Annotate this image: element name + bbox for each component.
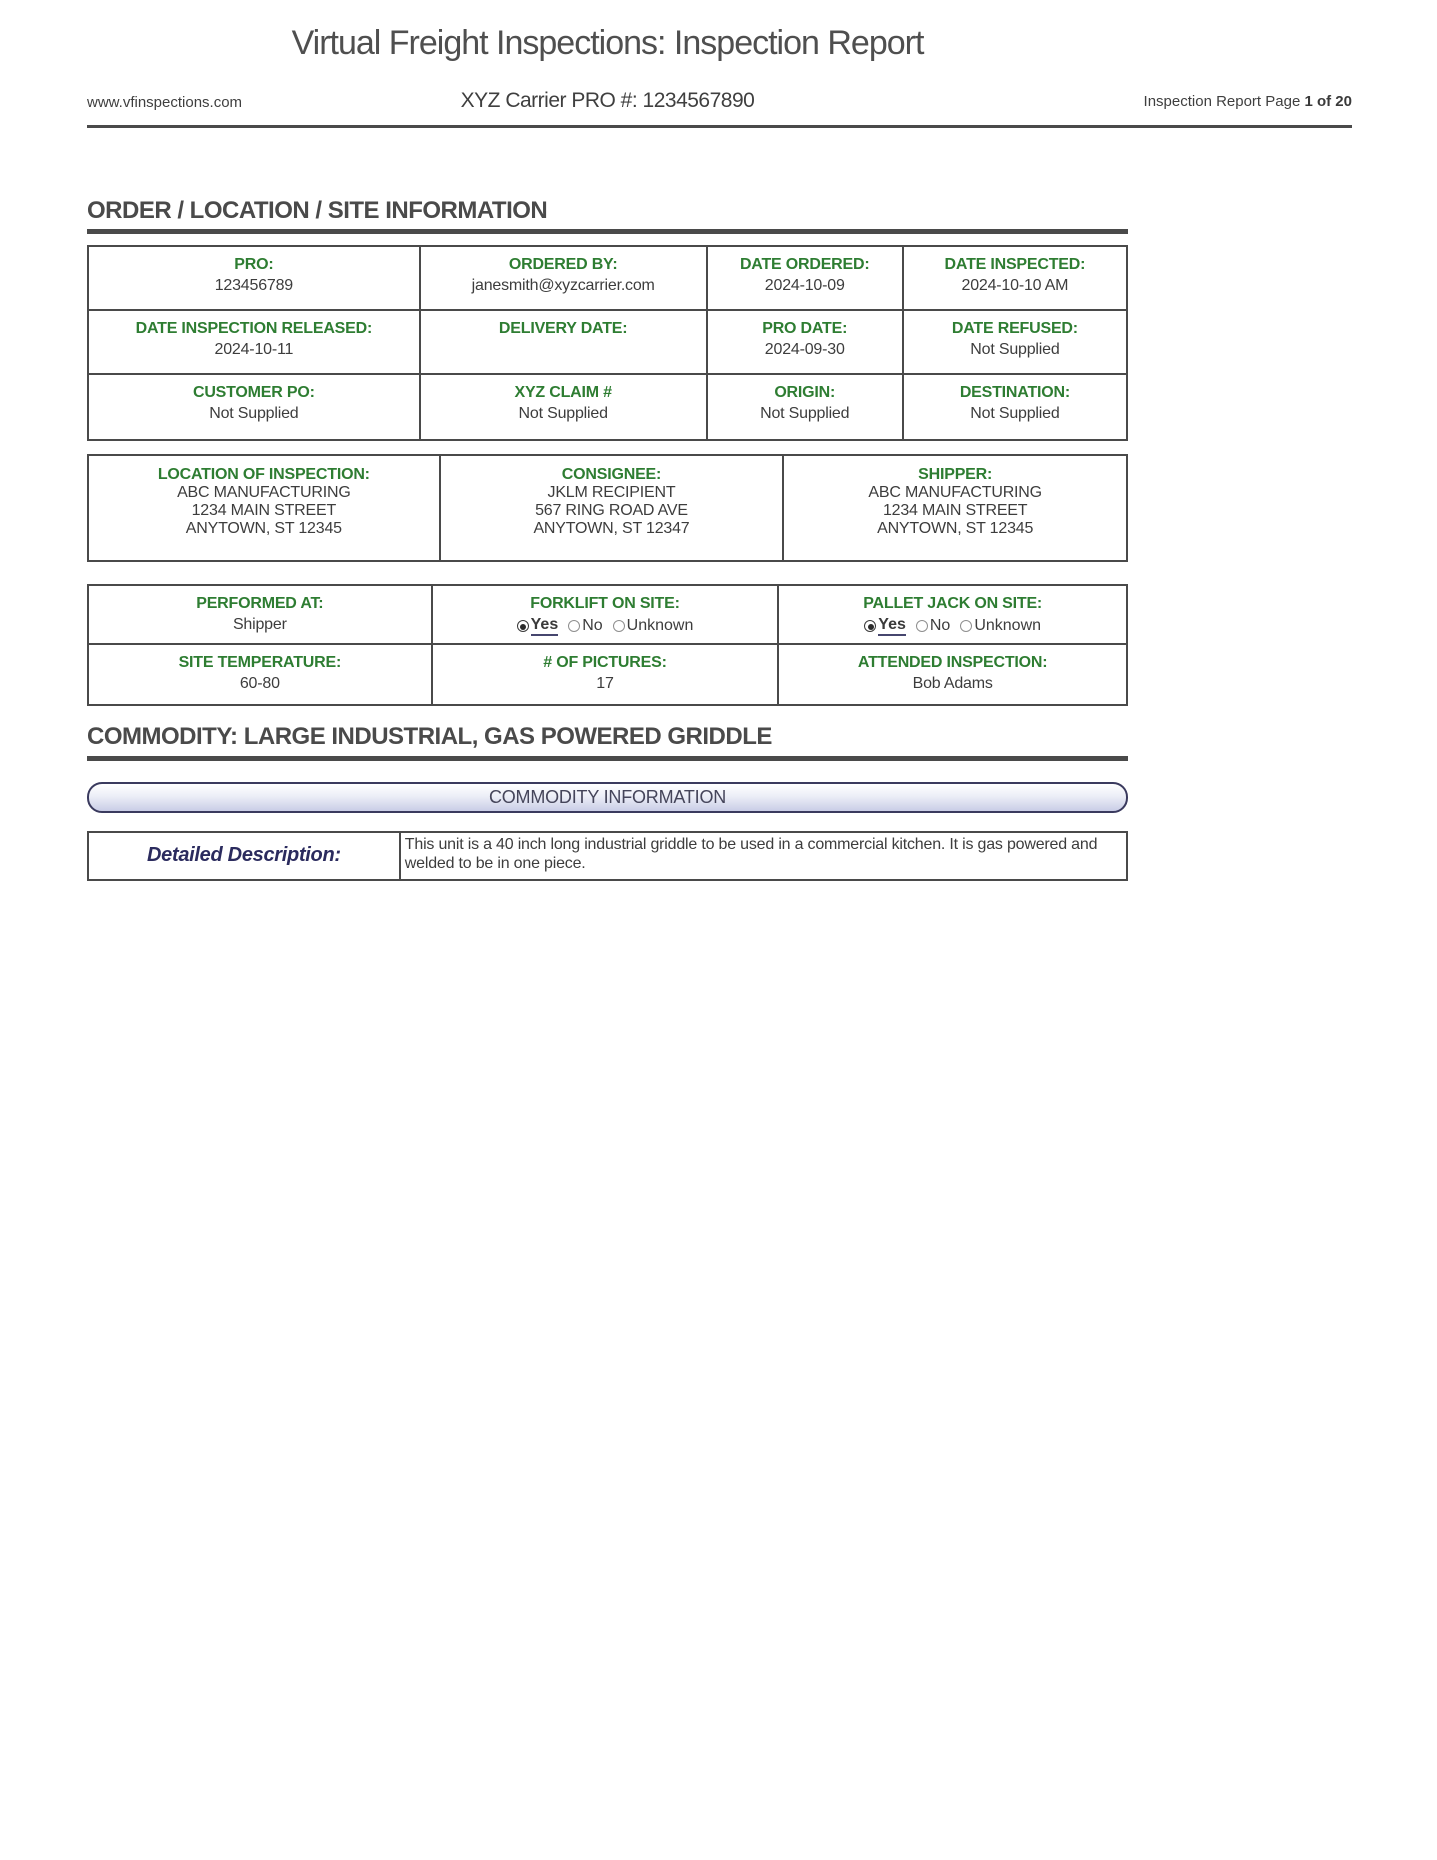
order-info-table <box>87 245 1128 441</box>
date-inspection-released-cell <box>89 311 421 375</box>
delivery-date-value <box>427 340 700 359</box>
forklift-on-site-label: FORKLIFT ON SITE: <box>530 595 680 613</box>
ordered-by-cell <box>421 247 708 311</box>
report-page <box>0 0 1437 881</box>
ordered-by-label: ORDERED BY: <box>508 256 618 274</box>
date-inspected-value: 2024-10-10 AM <box>961 277 1069 295</box>
radio-icon <box>613 620 625 632</box>
radio-label: Yes <box>878 616 906 636</box>
forklift-radio-group <box>439 616 772 636</box>
address-line: ANYTOWN, ST 12345 <box>185 520 342 538</box>
page-title: Virtual Freight Inspections: Inspection Report <box>291 24 924 62</box>
date-inspected-label: DATE INSPECTED: <box>944 256 1086 274</box>
pallet-jack-radio-unknown[interactable] <box>960 617 1041 635</box>
detailed-description-table <box>87 831 1128 881</box>
pictures-count-cell <box>433 645 780 704</box>
radio-icon <box>517 620 529 632</box>
page-number: 1 of 20 <box>1304 93 1352 111</box>
address-line: ABC MANUFACTURING <box>177 484 351 502</box>
destination-value: Not Supplied <box>970 405 1060 423</box>
date-ordered-label: DATE ORDERED: <box>739 256 870 274</box>
date-refused-value: Not Supplied <box>970 341 1060 359</box>
shipper-label: SHIPPER: <box>918 466 993 484</box>
order-section-underline <box>87 229 1128 234</box>
customer-po-label: CUSTOMER PO: <box>192 384 315 402</box>
site-temperature-label: SITE TEMPERATURE: <box>178 654 342 672</box>
address-line: 1234 MAIN STREET <box>191 502 337 520</box>
radio-label: No <box>582 617 603 635</box>
pro-date-value: 2024-09-30 <box>764 341 845 359</box>
header-divider <box>87 125 1352 128</box>
order-section-title: ORDER / LOCATION / SITE INFORMATION <box>87 197 548 225</box>
date-refused-cell <box>904 311 1126 375</box>
pallet-jack-on-site-cell <box>779 586 1126 645</box>
detailed-description-label: Detailed Description: <box>89 833 401 879</box>
site-temperature-cell <box>89 645 433 704</box>
radio-label: Unknown <box>626 617 694 635</box>
header-row <box>87 87 1352 113</box>
origin-label: ORIGIN: <box>774 384 836 402</box>
pro-label: PRO: <box>234 256 274 274</box>
pro-date-cell <box>708 311 904 375</box>
site-info-table <box>87 584 1128 706</box>
radio-label: Unknown <box>974 617 1042 635</box>
website-url: www.vfinspections.com <box>87 94 243 112</box>
pro-value: 123456789 <box>214 277 293 295</box>
detailed-description-text: This unit is a 40 inch long industrial griddle to be used in a commercial kitchen. It is gas powered and welded to be in one piece. <box>404 835 1098 872</box>
pallet-jack-on-site-label: PALLET JACK ON SITE: <box>863 595 1043 613</box>
radio-icon <box>568 620 580 632</box>
commodity-information-banner: COMMODITY INFORMATION <box>87 782 1128 813</box>
pallet-jack-radio-yes[interactable] <box>864 616 906 636</box>
location-of-inspection-cell <box>89 456 441 560</box>
date-ordered-value: 2024-10-09 <box>764 277 845 295</box>
attended-inspection-value: Bob Adams <box>912 675 993 693</box>
address-line: 1234 MAIN STREET <box>882 502 1028 520</box>
address-line: JKLM RECIPIENT <box>547 484 676 502</box>
performed-at-value: Shipper <box>232 616 287 634</box>
address-line: ABC MANUFACTURING <box>868 484 1042 502</box>
carrier-pro-number: XYZ Carrier PRO #: 1234567890 <box>460 89 755 113</box>
performed-at-cell <box>89 586 433 645</box>
page-indicator <box>1144 93 1352 110</box>
customer-po-value: Not Supplied <box>209 405 299 423</box>
performed-at-label: PERFORMED AT: <box>196 595 324 613</box>
forklift-radio-unknown[interactable] <box>613 617 694 635</box>
xyz-claim-cell <box>421 375 708 439</box>
xyz-claim-value: Not Supplied <box>518 405 608 423</box>
ordered-by-value: janesmith@xyzcarrier.com <box>471 277 655 295</box>
pictures-count-value: 17 <box>596 675 614 693</box>
origin-value: Not Supplied <box>760 405 850 423</box>
destination-cell <box>904 375 1126 439</box>
date-inspection-released-value: 2024-10-11 <box>214 341 294 359</box>
origin-cell <box>708 375 904 439</box>
date-refused-label: DATE REFUSED: <box>951 320 1078 338</box>
forklift-radio-yes[interactable] <box>517 616 559 636</box>
radio-label: No <box>929 617 951 635</box>
consignee-label: CONSIGNEE: <box>561 466 662 484</box>
delivery-date-label: DELIVERY DATE: <box>498 320 628 338</box>
commodity-section-title: COMMODITY: LARGE INDUSTRIAL, GAS POWERED GRIDDLE <box>87 723 772 751</box>
destination-label: DESTINATION: <box>959 384 1070 402</box>
consignee-cell <box>441 456 785 560</box>
radio-icon <box>916 620 928 632</box>
pro-date-label: PRO DATE: <box>762 320 848 338</box>
page-indicator-prefix: Inspection Report Page <box>1143 93 1305 111</box>
pallet-jack-radio-no[interactable] <box>916 617 950 635</box>
radio-icon <box>864 620 876 632</box>
shipper-cell <box>784 456 1126 560</box>
forklift-radio-no[interactable] <box>568 617 602 635</box>
location-of-inspection-label: LOCATION OF INSPECTION: <box>157 466 370 484</box>
attended-inspection-cell <box>779 645 1126 704</box>
date-inspection-released-label: DATE INSPECTION RELEASED: <box>135 320 373 338</box>
delivery-date-cell <box>421 311 708 375</box>
attended-inspection-label: ATTENDED INSPECTION: <box>857 654 1048 672</box>
customer-po-cell <box>89 375 421 439</box>
addresses-table <box>87 454 1128 562</box>
address-line: ANYTOWN, ST 12345 <box>877 520 1034 538</box>
site-temperature-value: 60-80 <box>239 675 280 693</box>
date-ordered-cell <box>708 247 904 311</box>
address-line: ANYTOWN, ST 12347 <box>533 520 690 538</box>
address-line: 567 RING ROAD AVE <box>535 502 688 520</box>
pallet-jack-radio-group <box>785 616 1120 636</box>
radio-label: Yes <box>531 616 559 636</box>
forklift-on-site-cell <box>433 586 780 645</box>
xyz-claim-label: XYZ CLAIM # <box>514 384 612 402</box>
radio-icon <box>960 620 972 632</box>
commodity-section-underline <box>87 756 1128 761</box>
pro-cell <box>89 247 421 311</box>
pictures-count-label: # OF PICTURES: <box>543 654 667 672</box>
date-inspected-cell <box>904 247 1126 311</box>
